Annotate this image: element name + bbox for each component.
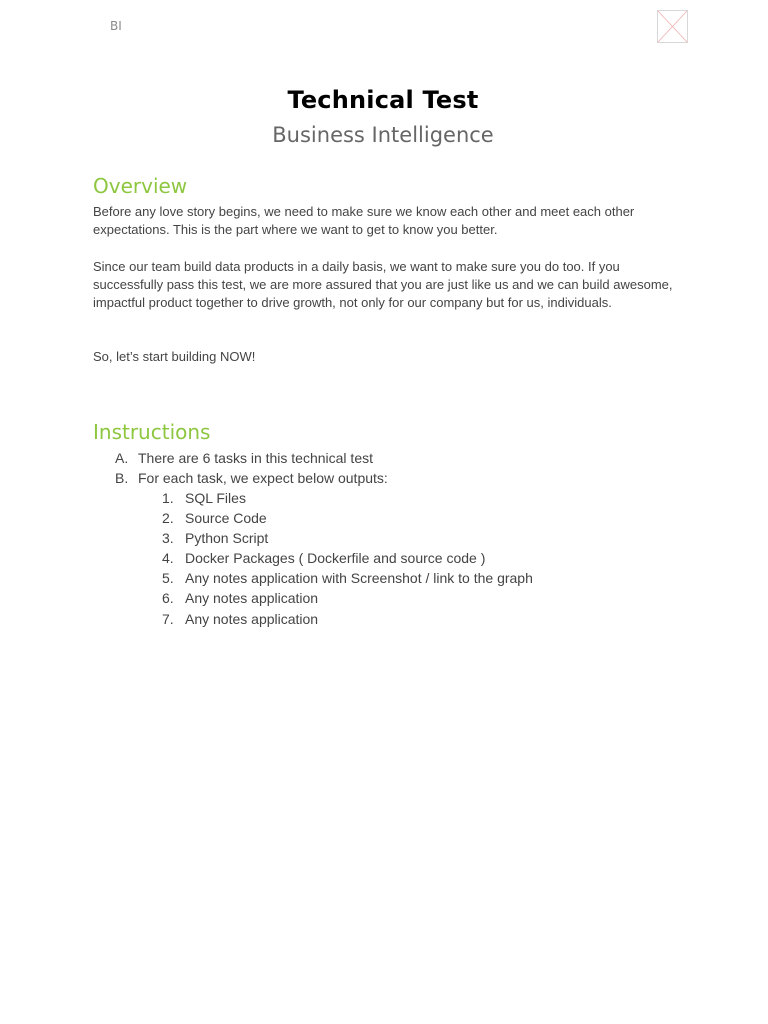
sub-list-item [162,550,485,566]
broken-image-icon [657,10,688,43]
list-item-text: Any notes application [185,590,319,606]
list-marker: A. [115,450,129,466]
sub-list-item [162,590,318,606]
list-marker: 1. [162,490,174,506]
list-item-text: Source Code [185,510,267,526]
header-label: BI [110,19,122,33]
overview-paragraph-2: Since our team build data products in a daily basis, we want to make sure you do too. If you successfully pass this test, we are more assured that you are just like us and we can build awesome, impactful product together to drive growth, not only for our company but for us, individuals. [93,259,673,310]
list-marker: 4. [162,550,174,566]
list-item-text: SQL Files [185,490,246,506]
list-item-text: Python Script [185,530,269,546]
list-item-text: There are 6 tasks in this technical test [138,450,373,466]
page-subtitle: Business Intelligence [272,123,494,147]
list-item-text: For each task, we expect below outputs: [138,470,388,486]
list-marker: 3. [162,530,174,546]
list-marker: 6. [162,590,174,606]
list-marker: B. [115,470,129,486]
list-marker: 5. [162,570,174,586]
sub-list-item [162,611,318,627]
overview-heading: Overview [93,174,188,198]
list-item-text: Any notes application with Screenshot / link to the graph [185,570,533,586]
page-title: Technical Test [287,86,479,114]
overview-paragraph-1: Before any love story begins, we need to make sure we know each other and meet each other expectations. This is the part where we want to get to know you better. [93,204,635,237]
sub-list-item [162,510,267,526]
list-item [115,470,388,486]
list-item-text: Docker Packages ( Dockerfile and source code ) [185,550,486,566]
list-marker: 7. [162,611,174,627]
sub-list-item [162,570,533,586]
list-item-text: Any notes application [185,611,319,627]
sub-list-item [162,530,268,546]
sub-list-item [162,490,246,506]
instructions-heading: Instructions [93,420,211,444]
overview-paragraph-3: So, let’s start building NOW! [93,349,256,364]
list-item [115,450,373,466]
list-marker: 2. [162,510,174,526]
